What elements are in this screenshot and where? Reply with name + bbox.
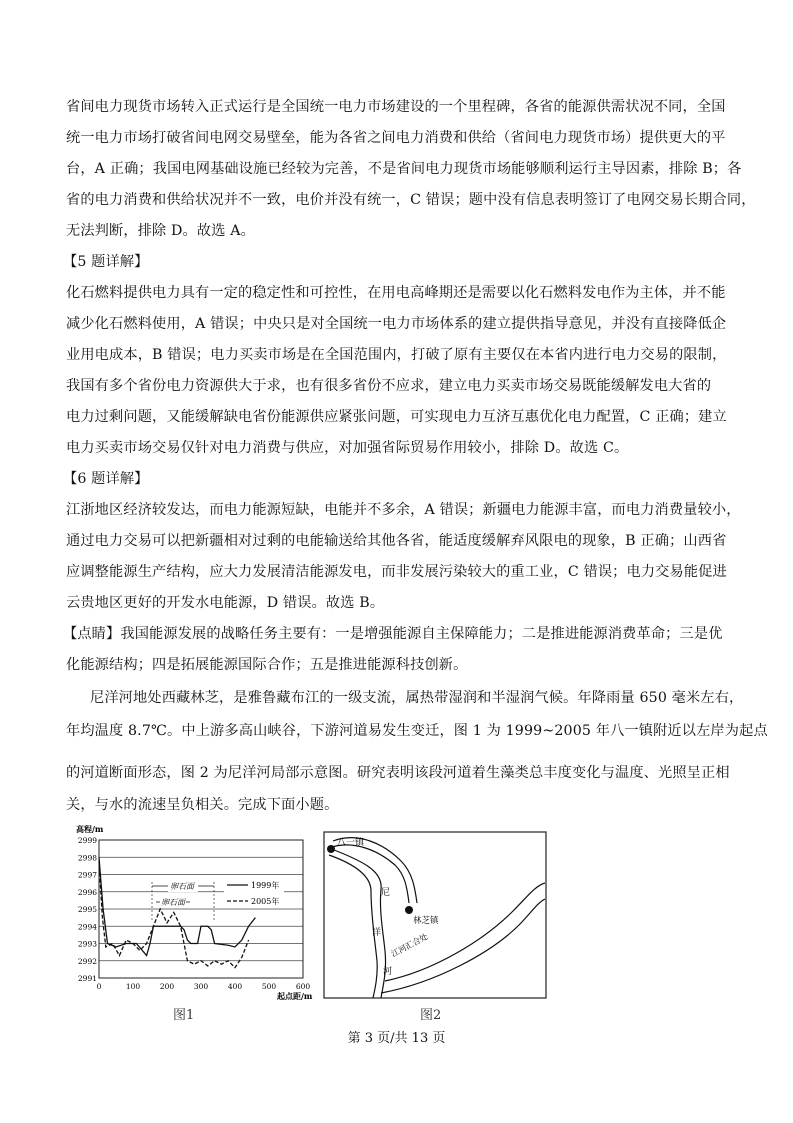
linzhi-town-label: 林芝镇	[413, 916, 439, 926]
text-line: 电力过剩问题，又能缓解缺电省份能源供应紧张问题，可实现电力互济互惠优化电力配置，C 正确；建立	[66, 409, 727, 425]
x-tick-label: 400	[227, 982, 243, 991]
bayi-town-dot	[327, 845, 335, 853]
text-line: 年均温度 8.7℃。中上游多高山峡谷，下游河道易发生变迁，图 1 为 1999~2005 年八一镇附近以左岸为起点	[66, 723, 768, 739]
x-tick-label: 600	[295, 982, 311, 991]
tip-line: 【点睛】我国能源发展的战略任务主要有：一是增强能源自主保障能力；二是推进能源消费革命；三是优	[63, 626, 723, 642]
text-line: 江浙地区经济较发达，而电力能源短缺，电能并不多余，A 错误；新疆电力能源丰富，而电力消费量较小，	[66, 502, 741, 518]
series-2005-line	[99, 861, 249, 968]
y-axis-title: 高程/m	[76, 824, 104, 834]
y-tick-label: 2997	[77, 870, 97, 880]
x-axis-title: 起点距/m	[277, 991, 313, 1001]
confluence-label: 江河汇合处	[389, 932, 430, 959]
text-line: 统一电力市场打破省间电网交易壁垒，能为各省之间电力消费和供给（省间电力现货市场）提供更大的平	[66, 130, 726, 146]
x-tick-label: 100	[125, 982, 141, 991]
figure2-caption: 图2	[420, 1008, 442, 1023]
river-char-2: 洋	[372, 928, 382, 938]
text-line: 台，A 正确；我国电网基础设施已经较为完善，不是省间电力现货市场能够顺利运行主导因素，排除 B；各	[66, 161, 742, 177]
legend-2005: 2005年	[251, 897, 280, 906]
text-line: 通过电力交易可以把新疆相对过剩的电能输送给其他各省，能适度缓解弃风限电的现象，B 正确；山西省	[66, 533, 727, 549]
map-frame	[324, 832, 546, 998]
y-tick-label: 2999	[77, 836, 97, 845]
text-line: 减少化石燃料使用，A 错误；中央只是对全国统一电力市场体系的建立提供指导意见，并没有直接降低企	[66, 316, 727, 332]
river-char-1: 尼	[381, 888, 391, 898]
x-tick-label: 200	[159, 982, 175, 991]
text-line: 我国有多个省份电力资源供大于求，也有很多省份不应求，建立电力买卖市场交易既能缓解发电大省的	[66, 378, 712, 394]
text-line: 云贵地区更好的开发水电能源，D 错误。故选 B。	[66, 595, 385, 611]
y-tick-label: 2995	[77, 905, 97, 914]
text-line: 化石燃料提供电力具有一定的稳定性和可控性，在用电高峰期还是需要以化石燃料发电作为主体，并不能	[66, 285, 726, 301]
text-line: 应调整能源生产结构，应大力发展清洁能源发电，而非发展污染较大的重工业，C 错误；电力交易能促进	[66, 564, 727, 580]
x-tick-label: 300	[193, 982, 209, 991]
gravel-label-2005: 卵石面	[161, 898, 185, 907]
page-footer: 第 3 页/共 13 页	[347, 1031, 446, 1046]
section-heading: 【5 题详解】	[63, 254, 149, 270]
text-line: 化能源结构；四是拓展能源国际合作；五是推进能源科技创新。	[66, 657, 468, 673]
figure2-map	[323, 831, 547, 999]
text-line: 的河道断面形态，图 2 为尼洋河局部示意图。研究表明该段河道着生藻类总丰度变化与温度、光照呈正相	[66, 765, 730, 781]
figure1-chart	[72, 822, 322, 1002]
y-tick-label: 2998	[77, 853, 97, 863]
x-tick-label: 500	[261, 982, 277, 991]
y-tick-label: 2993	[77, 939, 97, 949]
legend-1999: 1999年	[251, 881, 280, 890]
y-tick-label: 2991	[77, 974, 97, 983]
text-line: 无法判断，排除 D。故选 A。	[66, 223, 255, 239]
text-line: 省的电力消费和供给状况并不一致，电价并没有统一，C 错误；题中没有信息表明签订了电网交易长期合同，	[66, 192, 756, 208]
y-tick-label: 2992	[77, 956, 97, 966]
y-tick-label: 2994	[77, 922, 97, 932]
text-line: 关，与水的流速呈负相关。完成下面小题。	[66, 797, 339, 813]
text-line: 电力买卖市场交易仅针对电力消费与供应，对加强省际贸易作用较小，排除 D。故选 C。	[66, 440, 629, 456]
gravel-label-1999: 卵石面	[170, 882, 194, 891]
y-tick-label: 2996	[77, 887, 97, 897]
text-line: 省间电力现货市场转入正式运行是全国统一电力市场建设的一个里程碑，各省的能源供需状况不同，全国	[66, 99, 726, 115]
text-line: 业用电成本，B 错误；电力买卖市场是在全国范围内，打破了原有主要仅在本省内进行电力交易的限制，	[66, 347, 727, 363]
section-heading: 【6 题详解】	[63, 471, 149, 487]
text-line: 尼洋河地处西藏林芝，是雅鲁藏布江的一级支流，属热带湿润和半湿润气候。年降雨量 650 毫米左右，	[90, 690, 744, 706]
figure1-caption: 图1	[173, 1008, 195, 1023]
x-tick-label: 0	[96, 982, 102, 991]
bayi-town-label: 八一镇	[337, 838, 365, 848]
river-char-3: 河	[383, 967, 393, 977]
linzhi-town-dot	[405, 906, 413, 914]
